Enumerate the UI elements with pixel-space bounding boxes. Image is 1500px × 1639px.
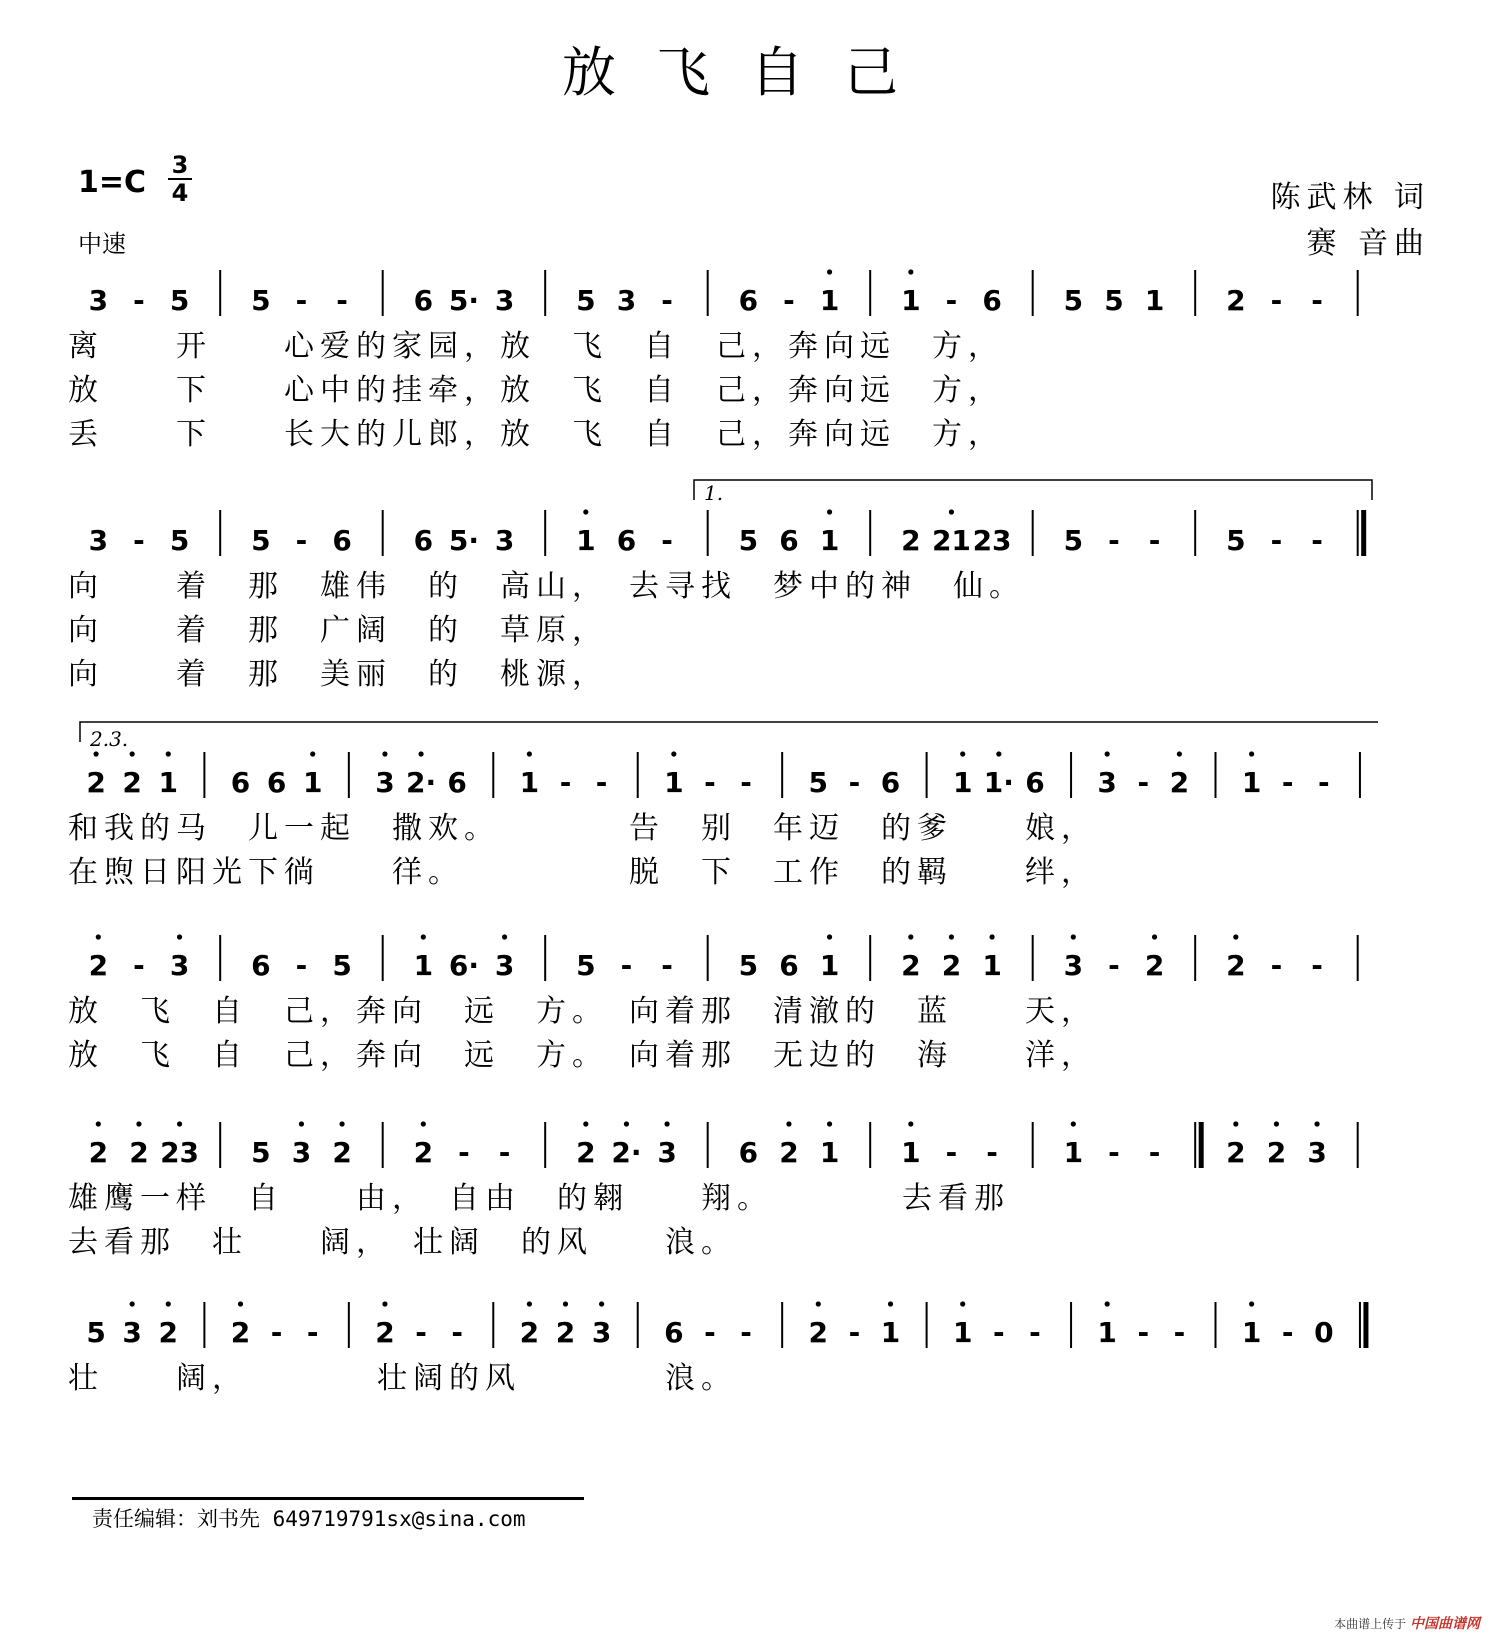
note: 1 bbox=[1241, 766, 1262, 799]
note: 6· bbox=[448, 949, 479, 982]
footer-rule bbox=[72, 1497, 584, 1500]
octave-dot bbox=[1249, 751, 1254, 756]
note: 2 bbox=[332, 1136, 352, 1169]
lyricist-credit: 陈武林 词 bbox=[1270, 180, 1430, 215]
note: 1 bbox=[952, 1316, 973, 1349]
note: 2 bbox=[779, 1136, 799, 1169]
note: 5 bbox=[169, 524, 190, 557]
note: 2 bbox=[1266, 1136, 1287, 1169]
dash-extension: - bbox=[133, 524, 145, 557]
dash-extension: - bbox=[1270, 524, 1283, 557]
note: 1 bbox=[519, 766, 540, 799]
note: 23 bbox=[972, 524, 1012, 557]
note: 2 bbox=[230, 1316, 251, 1349]
note: 6 bbox=[738, 1136, 759, 1169]
note: 2 bbox=[1169, 766, 1190, 799]
note: 2 bbox=[158, 1316, 179, 1349]
note: 3 bbox=[1307, 1136, 1327, 1169]
dash-extension: - bbox=[848, 1316, 861, 1349]
octave-dot bbox=[96, 934, 101, 939]
note: 1 bbox=[413, 949, 434, 982]
note: 0 bbox=[1314, 1316, 1334, 1349]
octave-dot bbox=[96, 1121, 101, 1126]
note: 3 bbox=[169, 949, 190, 982]
octave-dot bbox=[502, 934, 507, 939]
note: 6 bbox=[332, 524, 352, 557]
note: 5 bbox=[1226, 524, 1246, 557]
dash-extension: - bbox=[661, 949, 673, 982]
note: 2 bbox=[88, 1136, 109, 1169]
note: 6 bbox=[447, 766, 467, 799]
note: 3 bbox=[122, 1316, 142, 1349]
dash-extension: - bbox=[848, 766, 861, 799]
note: 5 bbox=[251, 1136, 271, 1169]
lyric-line: 向 着 那 广阔 的 草原， bbox=[68, 613, 608, 648]
octave-dot bbox=[827, 1121, 832, 1126]
note: 6 bbox=[779, 949, 799, 982]
time-numerator: 3 bbox=[171, 151, 189, 179]
note: 5 bbox=[1104, 284, 1124, 317]
note: 5 bbox=[86, 1316, 106, 1349]
tempo-marking: 中速 bbox=[78, 230, 126, 258]
note: 2· bbox=[611, 1136, 642, 1169]
note: 5 bbox=[251, 284, 271, 317]
note: 5 bbox=[738, 524, 759, 557]
octave-dot bbox=[960, 751, 965, 756]
note: 2 bbox=[122, 766, 142, 799]
note: 1 bbox=[819, 949, 840, 982]
lyric-line: 向 着 那 雄伟 的 高山， 去寻找 梦中的神 仙。 bbox=[68, 569, 1025, 604]
octave-dot bbox=[418, 751, 423, 756]
dash-extension: - bbox=[1270, 949, 1283, 982]
octave-dot bbox=[136, 1121, 141, 1126]
dash-extension: - bbox=[306, 1316, 319, 1349]
note: 1 bbox=[158, 766, 179, 799]
octave-dot bbox=[1105, 1301, 1110, 1306]
note: 5 bbox=[169, 284, 190, 317]
note: 2 bbox=[88, 949, 109, 982]
octave-dot bbox=[1233, 1121, 1238, 1126]
octave-dot bbox=[664, 1121, 669, 1126]
lyric-line: 离 开 心爱的家园，放 飞 自 己，奔向远 方， bbox=[68, 329, 1004, 364]
octave-dot bbox=[1249, 1301, 1254, 1306]
note: 3 bbox=[88, 284, 109, 317]
volta-label-2: 2.3. bbox=[90, 727, 129, 751]
octave-dot bbox=[1152, 934, 1157, 939]
note: 6 bbox=[738, 284, 759, 317]
dash-extension: - bbox=[415, 1316, 427, 1349]
dash-extension: - bbox=[740, 766, 752, 799]
note: 1 bbox=[901, 284, 921, 317]
composer-credit: 赛 音曲 bbox=[1306, 226, 1430, 261]
note: 5 bbox=[1063, 284, 1084, 317]
note: 3 bbox=[657, 1136, 677, 1169]
note: 1 bbox=[819, 284, 840, 317]
octave-dot bbox=[786, 1121, 791, 1126]
note: 3 bbox=[494, 524, 515, 557]
note: 2 bbox=[1226, 949, 1246, 982]
octave-dot bbox=[527, 751, 532, 756]
note: 6 bbox=[251, 949, 271, 982]
dash-extension: - bbox=[1029, 1316, 1041, 1349]
octave-dot bbox=[1071, 1121, 1076, 1126]
dash-extension: - bbox=[270, 1316, 283, 1349]
octave-dot bbox=[888, 1301, 893, 1306]
lyric-line: 壮 阔， 壮阔的风 浪。 bbox=[68, 1361, 737, 1396]
octave-dot bbox=[93, 751, 98, 756]
note: 1 bbox=[302, 766, 323, 799]
octave-dot bbox=[177, 1121, 182, 1126]
lyric-line: 向 着 那 美丽 的 桃源， bbox=[68, 657, 608, 692]
note: 3 bbox=[375, 766, 395, 799]
note: 6 bbox=[982, 284, 1002, 317]
note: 1 bbox=[819, 1136, 840, 1169]
note: 3 bbox=[616, 284, 637, 317]
note: 5· bbox=[448, 524, 479, 557]
octave-dot bbox=[130, 1301, 135, 1306]
note: 6 bbox=[664, 1316, 684, 1349]
octave-dot bbox=[1071, 934, 1076, 939]
note: 5 bbox=[251, 524, 271, 557]
dash-extension: - bbox=[986, 1136, 998, 1169]
note: 6 bbox=[616, 524, 637, 557]
dash-extension: - bbox=[1148, 1136, 1161, 1169]
octave-dot bbox=[908, 934, 913, 939]
note: 2 bbox=[555, 1316, 576, 1349]
dash-extension: - bbox=[1148, 524, 1161, 557]
octave-dot bbox=[583, 1121, 588, 1126]
octave-dot bbox=[339, 1121, 344, 1126]
note: 5 bbox=[576, 949, 596, 982]
note: 2 bbox=[901, 949, 921, 982]
octave-dot bbox=[166, 1301, 171, 1306]
octave-dot bbox=[130, 751, 135, 756]
note: 2 bbox=[901, 524, 921, 557]
note: 2 bbox=[576, 1136, 596, 1169]
note: 6 bbox=[266, 766, 287, 799]
octave-dot bbox=[624, 1121, 629, 1126]
note: 2 bbox=[1226, 1136, 1246, 1169]
note: 1 bbox=[664, 766, 684, 799]
octave-dot bbox=[238, 1301, 243, 1306]
dash-extension: - bbox=[1173, 1316, 1186, 1349]
note: 1 bbox=[1144, 284, 1165, 317]
note: 1 bbox=[901, 1136, 921, 1169]
dash-extension: - bbox=[1270, 284, 1283, 317]
octave-dot bbox=[908, 1121, 913, 1126]
octave-dot bbox=[599, 1301, 604, 1306]
note: 1 bbox=[982, 949, 1002, 982]
octave-dot bbox=[908, 269, 913, 274]
dash-extension: - bbox=[295, 284, 308, 317]
octave-dot bbox=[1105, 751, 1110, 756]
dash-extension: - bbox=[595, 766, 608, 799]
octave-dot bbox=[949, 934, 954, 939]
note: 2 bbox=[519, 1316, 540, 1349]
octave-dot bbox=[827, 269, 832, 274]
note: 2 bbox=[808, 1316, 829, 1349]
note: 6 bbox=[230, 766, 251, 799]
note: 5 bbox=[738, 949, 759, 982]
note: 2 bbox=[129, 1136, 149, 1169]
octave-dot bbox=[1314, 1121, 1319, 1126]
note: 2 bbox=[1226, 284, 1246, 317]
note: 3 bbox=[591, 1316, 612, 1349]
dash-extension: - bbox=[133, 284, 145, 317]
dash-extension: - bbox=[704, 766, 716, 799]
song-title: 放飞自己 bbox=[562, 41, 938, 104]
octave-dot bbox=[166, 751, 171, 756]
note: 1· bbox=[983, 766, 1014, 799]
octave-dot bbox=[583, 509, 588, 514]
dash-extension: - bbox=[1108, 524, 1120, 557]
lyric-line: 去看那 壮 阔， 壮阔 的风 浪。 bbox=[68, 1225, 737, 1260]
note: 5 bbox=[1063, 524, 1084, 557]
editor-credit: 责任编辑：刘书先 649719791sx@sina.com bbox=[92, 1507, 526, 1531]
note: 21 bbox=[931, 524, 971, 557]
dash-extension: - bbox=[295, 524, 308, 557]
dash-extension: - bbox=[559, 766, 572, 799]
dash-extension: - bbox=[1311, 524, 1323, 557]
note: 2 bbox=[375, 1316, 395, 1349]
octave-dot bbox=[671, 751, 676, 756]
octave-dot bbox=[563, 1301, 568, 1306]
octave-dot bbox=[1274, 1121, 1279, 1126]
octave-dot bbox=[989, 934, 994, 939]
note: 6 bbox=[880, 766, 901, 799]
dash-extension: - bbox=[704, 1316, 716, 1349]
site-watermark bbox=[1334, 1613, 1480, 1633]
octave-dot bbox=[310, 751, 315, 756]
note: 5· bbox=[448, 284, 479, 317]
volta-bracket-1 bbox=[694, 480, 1372, 500]
dash-extension: - bbox=[133, 949, 145, 982]
volta-bracket-2 bbox=[80, 722, 1378, 742]
lyric-line: 放 飞 自 己，奔向 远 方。 向着那 无边的 海 洋， bbox=[68, 1038, 1097, 1073]
dash-extension: - bbox=[945, 284, 958, 317]
note: 1 bbox=[1097, 1316, 1117, 1349]
dash-extension: - bbox=[1311, 949, 1323, 982]
note: 1 bbox=[952, 766, 973, 799]
dash-extension: - bbox=[661, 524, 673, 557]
octave-dot bbox=[177, 934, 182, 939]
octave-dot bbox=[527, 1301, 532, 1306]
note: 1 bbox=[1241, 1316, 1262, 1349]
lyric-line: 放 飞 自 己，奔向 远 方。 向着那 清澈的 蓝 天， bbox=[68, 994, 1097, 1029]
dash-extension: - bbox=[740, 1316, 752, 1349]
watermark-prefix: 本曲谱上传于 bbox=[1334, 1617, 1407, 1631]
note: 3 bbox=[1063, 949, 1084, 982]
note: 1 bbox=[1063, 1136, 1084, 1169]
note: 3 bbox=[1097, 766, 1117, 799]
note: 2 bbox=[1144, 949, 1165, 982]
key-signature: 1=C bbox=[78, 165, 147, 200]
lyric-line: 丢 下 长大的儿郎，放 飞 自 己，奔向远 方， bbox=[68, 417, 1004, 452]
note: 3 bbox=[88, 524, 109, 557]
octave-dot bbox=[382, 751, 387, 756]
octave-dot bbox=[299, 1121, 304, 1126]
note: 2 bbox=[941, 949, 962, 982]
note: 1 bbox=[880, 1316, 901, 1349]
note: 6 bbox=[779, 524, 799, 557]
note: 6 bbox=[413, 284, 434, 317]
octave-dot bbox=[996, 751, 1001, 756]
note: 6 bbox=[413, 524, 434, 557]
dash-extension: - bbox=[451, 1316, 463, 1349]
dash-extension: - bbox=[1137, 766, 1150, 799]
dash-extension: - bbox=[498, 1136, 511, 1169]
dash-extension: - bbox=[336, 284, 348, 317]
dash-extension: - bbox=[295, 949, 308, 982]
dash-extension: - bbox=[661, 284, 673, 317]
dash-extension: - bbox=[1281, 766, 1294, 799]
note: 5 bbox=[332, 949, 352, 982]
dash-extension: - bbox=[783, 284, 795, 317]
octave-dot bbox=[960, 1301, 965, 1306]
dash-extension: - bbox=[1311, 284, 1323, 317]
lyric-line: 在煦日阳光下徜 徉。 脱 下 工作 的羁 绊， bbox=[68, 855, 1097, 890]
note: 3 bbox=[494, 949, 515, 982]
dash-extension: - bbox=[1281, 1316, 1294, 1349]
octave-dot bbox=[816, 1301, 821, 1306]
time-denominator: 4 bbox=[168, 178, 192, 206]
note: 1 bbox=[819, 524, 840, 557]
note: 1 bbox=[576, 524, 596, 557]
octave-dot bbox=[827, 509, 832, 514]
note: 5 bbox=[808, 766, 829, 799]
note: 2· bbox=[405, 766, 437, 799]
octave-dot bbox=[827, 934, 832, 939]
octave-dot bbox=[421, 1121, 426, 1126]
dash-extension: - bbox=[1137, 1316, 1150, 1349]
note: 5 bbox=[576, 284, 596, 317]
lyric-line: 雄鹰一样 自 由， 自由 的翱 翔。 去看那 bbox=[68, 1181, 1010, 1216]
dash-extension: - bbox=[458, 1136, 470, 1169]
octave-dot bbox=[421, 934, 426, 939]
octave-dot bbox=[949, 509, 954, 514]
dash-extension: - bbox=[1108, 949, 1120, 982]
note: 6 bbox=[1025, 766, 1045, 799]
note: 3 bbox=[494, 284, 515, 317]
octave-dot bbox=[1177, 751, 1182, 756]
dash-extension: - bbox=[1108, 1136, 1120, 1169]
dash-extension: - bbox=[1318, 766, 1330, 799]
note: 23 bbox=[160, 1136, 200, 1169]
octave-dot bbox=[1233, 934, 1238, 939]
lyric-line: 和我的马 儿一起 撒欢。 告 别 年迈 的爹 娘， bbox=[68, 811, 1097, 846]
dash-extension: - bbox=[620, 949, 633, 982]
dash-extension: - bbox=[993, 1316, 1005, 1349]
lyric-line: 放 下 心中的挂牵，放 飞 自 己，奔向远 方， bbox=[68, 373, 1004, 408]
volta-label-1: 1. bbox=[704, 481, 724, 505]
dash-extension: - bbox=[945, 1136, 958, 1169]
octave-dot bbox=[382, 1301, 387, 1306]
note: 2 bbox=[86, 766, 106, 799]
watermark-site: 中国曲谱网 bbox=[1410, 1616, 1480, 1632]
note: 2 bbox=[413, 1136, 434, 1169]
note: 3 bbox=[291, 1136, 312, 1169]
